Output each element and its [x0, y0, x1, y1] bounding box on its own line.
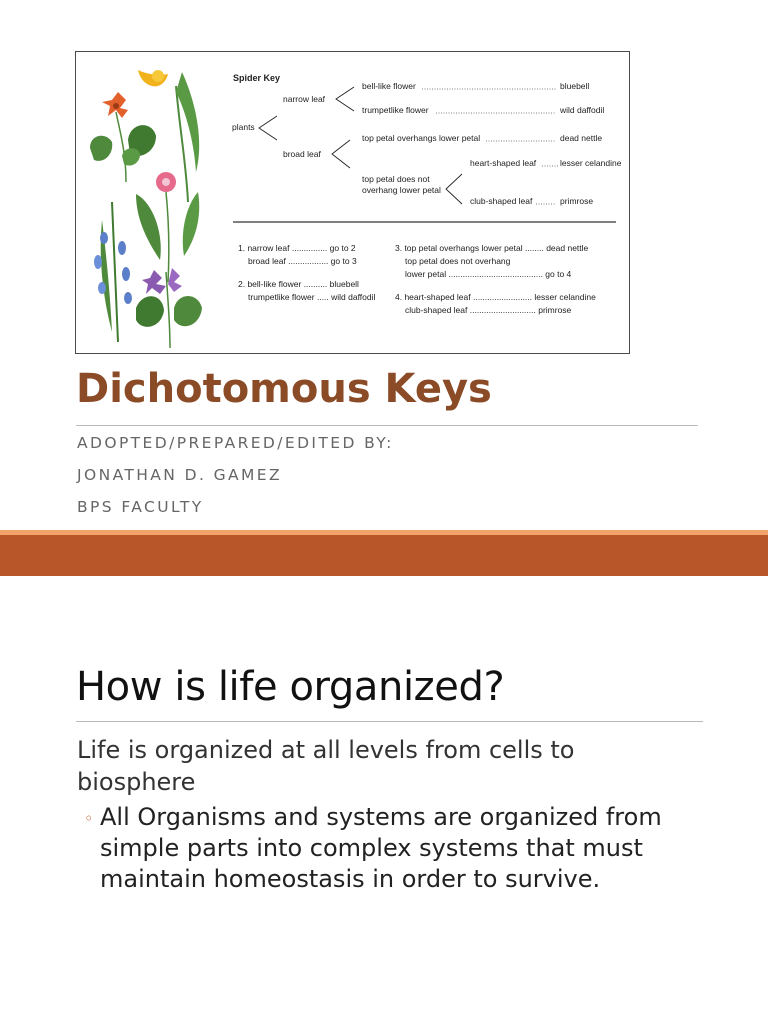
title-underline: [76, 721, 703, 722]
spider-key-lesser-celandine: lesser celandine: [560, 158, 622, 168]
spider-key-broad-leaf: broad leaf: [283, 149, 321, 159]
plant-illustrations: [90, 70, 202, 348]
spider-key: [232, 73, 622, 206]
slide-title: How is life organized?: [76, 664, 505, 710]
numbered-key-line: broad leaf ................. go to 3: [248, 256, 357, 266]
bullet-text: All Organisms and systems are organized from simple parts into complex systems that must maintain homeostasis in order to survive.: [100, 803, 662, 893]
numbered-key: [238, 243, 596, 315]
spider-key-top-overhangs: top petal overhangs lower petal: [362, 133, 481, 143]
content-slide: [0, 576, 768, 1024]
subtitle-line: JONATHAN D. GAMEZ: [77, 466, 283, 484]
numbered-key-line: trumpetlike flower ..... wild daffodil: [248, 292, 376, 302]
spider-key-bell-like: bell-like flower: [362, 81, 416, 91]
numbered-key-line: lower petal ........................................ go to 4: [405, 269, 572, 279]
numbered-key-line: 3. top petal overhangs lower petal ........ dead nettle: [395, 243, 589, 253]
title-underline: [76, 425, 698, 426]
subtitle-line: ADOPTED/PREPARED/EDITED BY:: [77, 434, 394, 452]
bullet-marker: ◦: [84, 809, 94, 828]
spider-key-trumpetlike: trumpetlike flower: [362, 105, 429, 115]
plant-illustration-and-keys: [76, 52, 631, 355]
slide-title: Dichotomous Keys: [76, 366, 492, 412]
spider-key-root: plants: [232, 122, 255, 132]
spider-key-top-not-1: top petal does not: [362, 174, 430, 184]
spider-key-dead-nettle: dead nettle: [560, 133, 603, 143]
spider-key-figure: [75, 51, 630, 354]
numbered-key-line: 2. bell-like flower .......... bluebell: [238, 279, 359, 289]
body-text: Life is organized at all levels from cells to biosphere: [77, 736, 575, 796]
spider-key-narrow-leaf: narrow leaf: [283, 94, 326, 104]
numbered-key-line: 1. narrow leaf ............... go to 2: [238, 243, 356, 253]
spider-key-bluebell: bluebell: [560, 81, 590, 91]
numbered-key-line: top petal does not overhang: [405, 256, 511, 266]
spider-key-primrose: primrose: [560, 196, 594, 206]
spider-key-club-shaped: club-shaped leaf: [470, 196, 533, 206]
numbered-key-line: club-shaped leaf ............................ primrose: [405, 305, 572, 315]
accent-band: [0, 535, 768, 576]
spider-key-top-not-2: overhang lower petal: [362, 185, 441, 195]
spider-key-heart-shaped: heart-shaped leaf: [470, 158, 537, 168]
numbered-key-line: 4. heart-shaped leaf ......................... lesser celandine: [395, 292, 596, 302]
spider-key-title: Spider Key: [233, 73, 281, 83]
spider-key-wild-daffodil: wild daffodil: [560, 105, 605, 115]
subtitle-line: BPS FACULTY: [77, 498, 204, 516]
bullet-item: [84, 802, 704, 895]
